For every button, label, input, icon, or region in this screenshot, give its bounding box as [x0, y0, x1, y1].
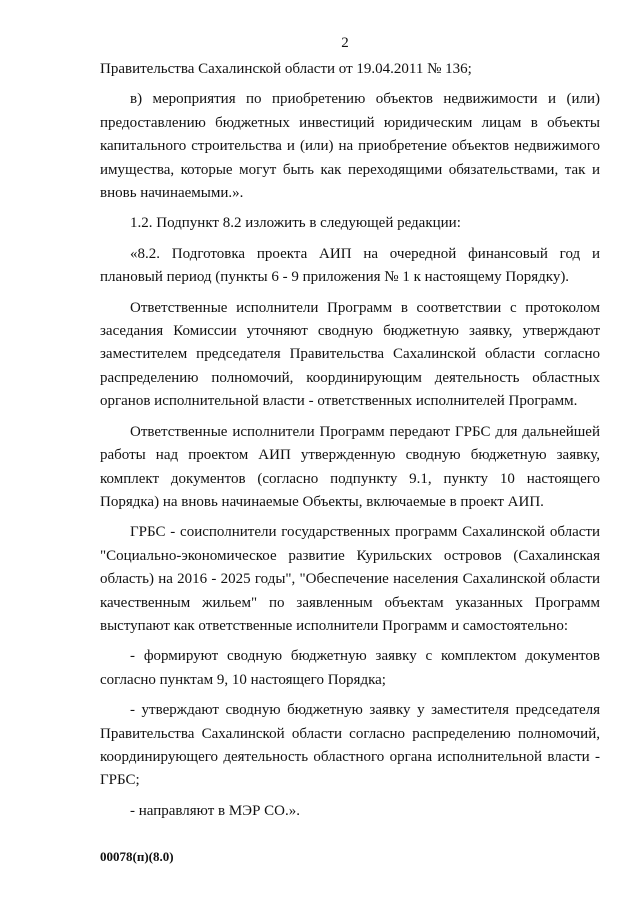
paragraph-responsible-executors: Ответственные исполнители Программ в соответствии с протоколом заседания Комиссии уточняют сводную бюджетную заявку, утверждают заместителем председателя Правительства Сахалинской области согласно распределению полномочий, координирующим деятельность областных органов исполнительной власти - ответственных исполнителей Программ.: [100, 299, 600, 410]
list-item-send-to-mer: - направляют в МЭР СО.».: [130, 802, 301, 819]
page-number: 2: [341, 35, 349, 51]
list-item-approve-request: - утверждают сводную бюджетную заявку у заместителя председателя Правительства Сахалинской области согласно распределению полномочий, координирующего деятельность областного органа исполнительной власти - ГРБС;: [100, 702, 600, 789]
paragraph-section-8-2: «8.2. Подготовка проекта АИП на очередной финансовый год и плановый период (пункты 6 - 9 приложения № 1 к настоящему Порядку).: [100, 245, 600, 286]
paragraph-item-v: в) мероприятия по приобретению объектов недвижимости и (или) предоставлению бюджетных инвестиций юридическим лицам в объекты капитального строительства и (или) на приобретение объектов недвижимого имущества, которые могут быть как переходящими обязательствами, так и вновь начинаемыми.».: [100, 91, 600, 202]
list-item-form-request: - формируют сводную бюджетную заявку с комплектом документов согласно пунктам 9, 10 настоящего Порядка;: [100, 648, 600, 688]
paragraph-grbs-coexecutors: ГРБС - соисполнители государственных программ Сахалинской области "Социально-экономическое развитие Курильских островов (Сахалинская область) на 2016 - 2025 годы", "Обеспечение населения Сахалинской области качественным жильем" по заявленным объектам указанных Программ выступают как ответственные исполнители Программ и самостоятельно:: [100, 524, 600, 634]
paragraph-transfer-to-grbs: Ответственные исполнители Программ передают ГРБС для дальнейшей работы над проектом АИП утвержденную сводную бюджетную заявку, комплект документов (согласно подпункту 9.1, пункту 10 настоящего Порядка) на вновь начинаемые Объекты, включаемые в проект АИП.: [100, 423, 600, 510]
paragraph-continuation: Правительства Сахалинской области от 19.04.2011 № 136;: [100, 61, 472, 77]
document-body: [100, 58, 600, 823]
document-code: 00078(п)(8.0): [100, 849, 174, 864]
paragraph-section-1-2: 1.2. Подпункт 8.2 изложить в следующей редакции:: [130, 215, 461, 232]
